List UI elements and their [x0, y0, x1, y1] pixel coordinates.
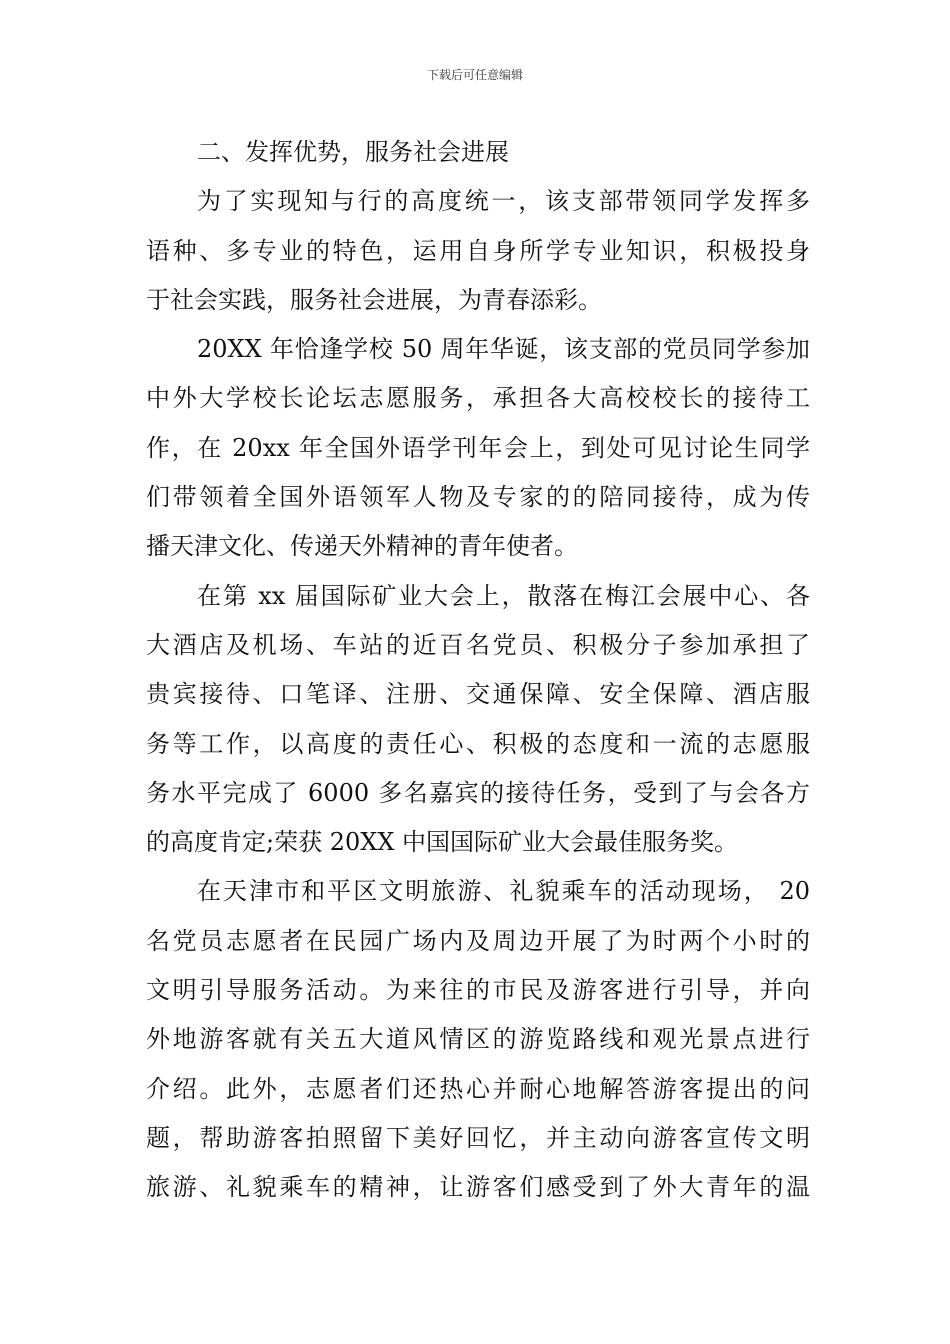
- text-line: 务等工作，以高度的责任心、积极的态度和一流的志愿服: [146, 729, 810, 758]
- document-body: [146, 128, 810, 1213]
- text-line: 语种、多专业的特色，运用自身所学专业知识，积极投身: [146, 236, 810, 265]
- page-header: 下载后可任意编辑: [426, 68, 523, 82]
- text-line: 旅游、礼貌乘车的精神，让游客们感受到了外大青年的温: [146, 1173, 810, 1202]
- text-line: 外地游客就有关五大道风情区的游览路线和观光景点进行: [146, 1025, 810, 1054]
- text-line: 于社会实践，服务社会进展，为青春添彩。: [146, 285, 602, 314]
- text-line: 播天津文化、传递天外精神的青年使者。: [146, 532, 578, 561]
- text-line: 为了实现知与行的高度统一，该支部带领同学发挥多: [197, 187, 810, 216]
- text-line: 题，帮助游客拍照留下美好回忆，并主动向游客宣传文明: [146, 1123, 810, 1152]
- text-line: 大酒店及机场、车站的近百名党员、积极分子参加承担了: [146, 630, 810, 659]
- text-line: 的高度肯定;荣获 20XX 中国国际矿业大会最佳服务奖。: [146, 828, 739, 857]
- text-line: 20XX 年恰逢学校 50 周年华诞，该支部的党员同学参加: [197, 335, 810, 364]
- text-line: 务水平完成了 6000 多名嘉宾的接待任务，受到了与会各方: [146, 778, 810, 807]
- text-line: 介绍。此外，志愿者们还热心并耐心地解答游客提出的问: [146, 1074, 810, 1103]
- text-line: 名党员志愿者在民园广场内及周边开展了为时两个小时的: [146, 926, 810, 955]
- text-line: 贵宾接待、口笔译、注册、交通保障、安全保障、酒店服: [146, 680, 810, 709]
- text-line: 文明引导服务活动。为来往的市民及游客进行引导，并向: [146, 976, 810, 1005]
- text-line: 在第 xx 届国际矿业大会上，散落在梅江会展中心、各: [197, 581, 810, 610]
- text-line: 二、发挥优势，服务社会进展: [197, 138, 509, 166]
- text-line: 中外大学校长论坛志愿服务，承担各大高校校长的接待工: [146, 384, 810, 413]
- text-line: 们带领着全国外语领军人物及专家的的陪同接待，成为传: [146, 483, 810, 512]
- text-line: 在天津市和平区文明旅游、礼貌乘车的活动现场， 20: [197, 877, 810, 906]
- text-line: 作，在 20xx 年全国外语学刊年会上，到处可见讨论生同学: [146, 433, 810, 462]
